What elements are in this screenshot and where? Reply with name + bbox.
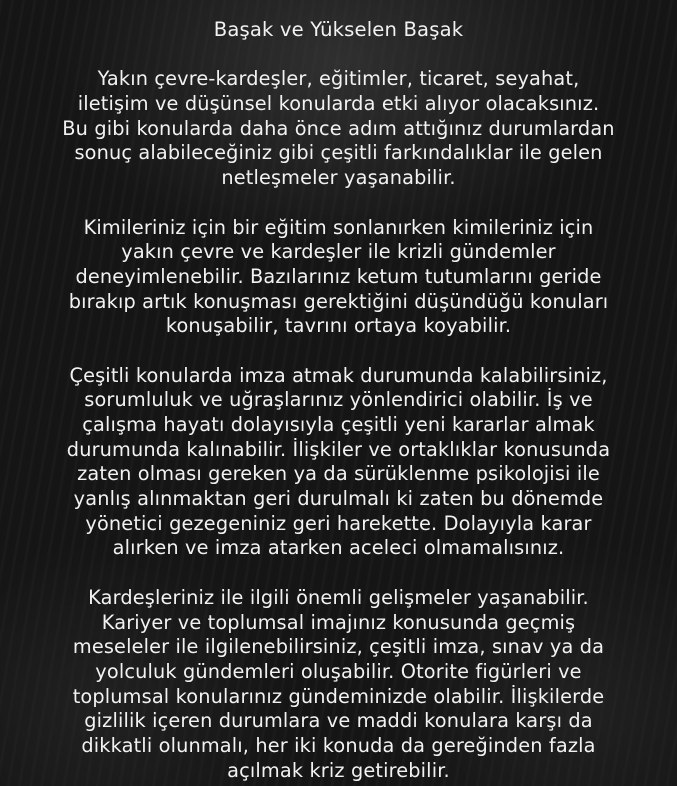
paragraph-line: sonuç alabileceğiniz gibi çeşitli farkındalıklar ile gelen (74, 141, 603, 165)
paragraph-line: yolculuk gündemleri oluşabilir. Otorite figürleri ve (95, 659, 582, 683)
paragraph-line: Kardeşleriniz ile ilgili önemli gelişmeler yaşanabilir. (88, 585, 589, 609)
paragraph-line: netleşmeler yaşanabilir. (221, 166, 456, 190)
paragraph-1 (0, 67, 677, 190)
paragraph-line: iletişim ve düşünsel konularda etki alıyor olacaksınız. (77, 92, 600, 116)
paragraph-line: durumunda kalınabilir. İlişkiler ve ortaklıklar konusunda (66, 437, 611, 461)
paragraph-line: Bu gibi konularda daha önce adım attığınız durumlardan (62, 116, 615, 140)
paragraph-line: deneyimlenebilir. Bazılarınız ketum tutumlarını geride (75, 264, 602, 288)
paragraph-line: yönetici gezegeniniz geri harekette. Dolayıyla karar (85, 511, 592, 535)
paragraph-line: açılmak kriz getirebilir. (227, 758, 450, 782)
paragraph-line: gizlilik içeren durumlara ve maddi konulara karşı da (84, 709, 593, 733)
paragraph-line: alırken ve imza atarken aceleci olmamalısınız. (112, 536, 565, 560)
paragraph-line: toplumsal konularınız gündeminizde olabilir. İlişkilerde (72, 684, 605, 708)
paragraph-line: bırakıp artık konuşması gerektiğini düşündüğü konuları (68, 289, 609, 313)
paragraph-line: konuşabilir, tavrını ortaya koyabilir. (165, 314, 512, 338)
paragraphs (0, 67, 677, 783)
horoscope-text-block (0, 18, 677, 783)
paragraph-line: meseleler ile ilgilenebilirsiniz, çeşitli imza, sınav ya da (72, 635, 605, 659)
paragraph-line: yakın çevre ve kardeşler ile krizli gündemler (121, 240, 556, 264)
paragraph-line: sorumluluk ve uğraşlarınız yönlendirici olabilir. İş ve (84, 388, 593, 412)
paragraph-3 (0, 364, 677, 562)
paragraph-line: Yakın çevre-kardeşler, eğitimler, ticaret, seyahat, (97, 67, 580, 91)
paragraph-4 (0, 586, 677, 784)
paragraph-2 (0, 216, 677, 339)
page-title: Başak ve Yükselen Başak (213, 18, 464, 41)
paragraph-line: çalışma hayatı dolayısıyla çeşitli yeni kararlar almak (82, 413, 595, 436)
paragraph-line: Çeşitli konularda imza atmak durumunda kalabilirsiniz, (69, 363, 608, 387)
paragraph-line: dikkatli olunmalı, her iki konuda da gereğinden fazla (81, 733, 596, 757)
paragraph-line: Kariyer ve toplumsal imajınız konusunda geçmiş (101, 610, 576, 634)
paragraph-line: yanlış alınmaktan geri durulmalı ki zaten bu dönemde (73, 487, 604, 511)
paragraph-line: Kimileriniz için bir eğitim sonlanırken kimileriniz için (83, 215, 594, 239)
paragraph-line: zaten olması gereken ya da sürüklenme psikolojisi ile (77, 462, 600, 486)
